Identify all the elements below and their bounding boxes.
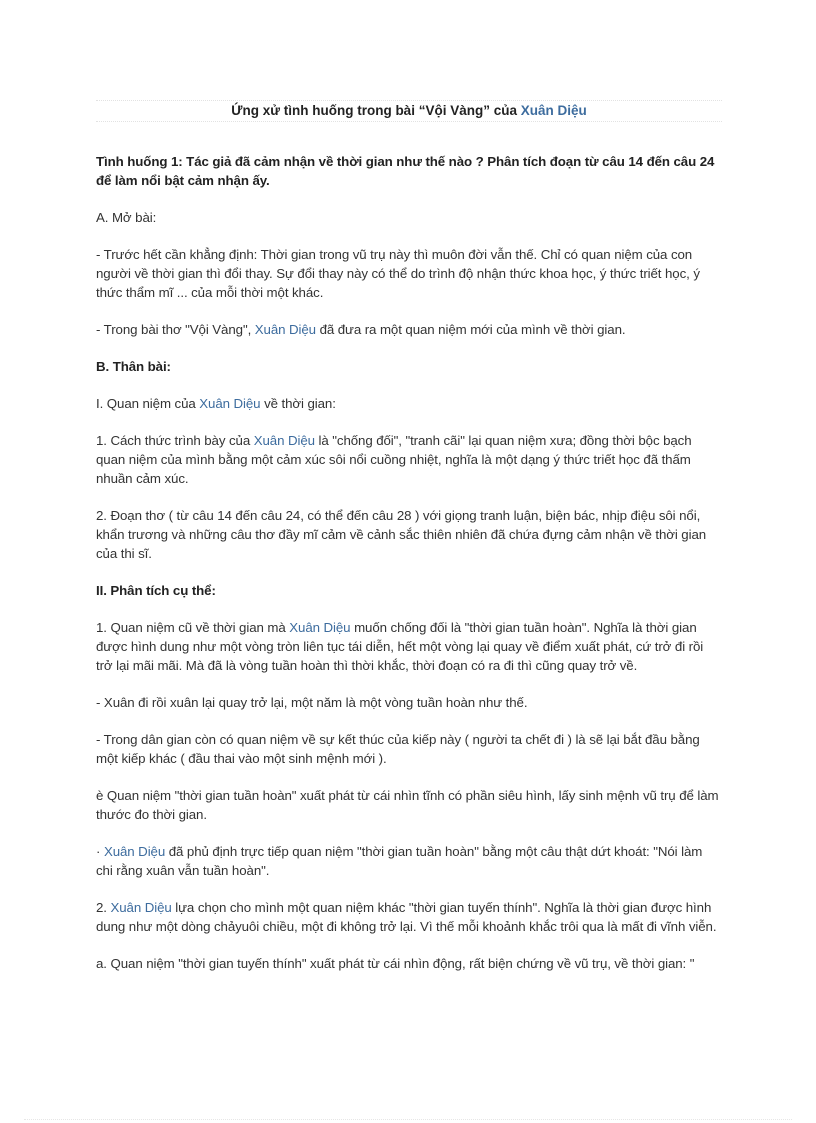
- paragraph-text: đã phủ định trực tiếp quan niệm "thời gian tuần hoàn" bằng một câu thật dứt khoát: "Nói làm chi rằng xuân vẫn tuần hoàn".: [96, 844, 703, 878]
- paragraph-tinh-huong-1: [96, 152, 722, 190]
- paragraph-text: 2.: [96, 900, 111, 915]
- paragraph-a-mo-bai: [96, 208, 722, 227]
- paragraph-i-quan-niem: [96, 394, 722, 413]
- author-link[interactable]: Xuân Diệu: [253, 433, 315, 448]
- paragraph-text: è Quan niệm "thời gian tuần hoàn" xuất phát từ cái nhìn tĩnh có phần siêu hình, lấy sinh mệnh vũ trụ để làm thước đo thời gian.: [96, 788, 719, 822]
- page-bottom-divider: [24, 1119, 792, 1120]
- document-title: [96, 100, 722, 122]
- document-body: [96, 152, 722, 991]
- paragraph-ii-xuan: [96, 693, 722, 712]
- title-text: Ứng xử tình huống trong bài “Vội Vàng” của: [231, 103, 521, 118]
- author-link[interactable]: Xuân Diệu: [199, 396, 261, 411]
- paragraph-i-1: [96, 431, 722, 488]
- paragraph-ii-dan-gian: [96, 730, 722, 768]
- paragraph-ii-1: [96, 618, 722, 675]
- author-link[interactable]: Xuân Diệu: [103, 844, 166, 859]
- paragraph-ii-2: [96, 898, 722, 936]
- author-link[interactable]: Xuân Diệu: [254, 322, 316, 337]
- paragraph-i-2: [96, 506, 722, 563]
- author-link[interactable]: Xuân Diệu: [289, 620, 351, 635]
- paragraph-text: B. Thân bài:: [96, 359, 171, 374]
- paragraph-mo-bai-1: [96, 245, 722, 302]
- paragraph-text: - Trước hết cần khẳng định: Thời gian trong vũ trụ này thì muôn đời vẫn thế. Chỉ có quan niệm của con người về thời gian thì đổi thay. Sự đổi thay này có thể do trình độ nhận thức khoa học, ý thức triết học, ý thức thẩm mĩ ... của mỗi thời một khác.: [96, 247, 700, 300]
- paragraph-text: là "chống đối", "tranh cãi" lại quan niệm xưa; đồng thời bộc bạch quan niệm của mình bằng một cảm xúc sôi nổi cuồng nhiệt, nghĩa là một dạng ý thức triết học đã thấm nhuần cảm xúc.: [96, 433, 692, 486]
- paragraph-text: về thời gian:: [260, 396, 336, 411]
- paragraph-text: muốn chống đối là "thời gian tuần hoàn". Nghĩa là thời gian được hình dung như một vòng tròn liên tục tái diễn, hết một vòng lại quay về điểm xuất phát, cứ trở đi rồi trở lại mãi mãi. Mà đã là vòng tuần hoàn thì thời khắc, thời đoạn có ra đi thì cũng quay trở về.: [96, 620, 704, 673]
- paragraph-text: II. Phân tích cụ thể:: [96, 583, 216, 598]
- paragraph-text: Tình huống 1: Tác giả đã cảm nhận về thời gian như thế nào ? Phân tích đoạn từ câu 14 đến câu 24 để làm nổi bật cảm nhận ấy.: [96, 154, 715, 188]
- paragraph-ii-phu-dinh: [96, 842, 722, 880]
- paragraph-text: A. Mở bài:: [96, 210, 157, 225]
- author-link[interactable]: Xuân Diệu: [110, 900, 172, 915]
- author-link[interactable]: Xuân Diệu: [520, 103, 587, 118]
- paragraph-mo-bai-2: [96, 320, 722, 339]
- paragraph-text: I. Quan niệm của: [96, 396, 200, 411]
- paragraph-text: ·: [96, 844, 104, 859]
- paragraph-text: 1. Cách thức trình bày của: [96, 433, 254, 448]
- paragraph-text: - Xuân đi rồi xuân lại quay trở lại, một năm là một vòng tuần hoàn như thế.: [96, 695, 528, 710]
- paragraph-text: - Trong bài thơ "Vội Vàng",: [96, 322, 255, 337]
- paragraph-ii-tinh: [96, 786, 722, 824]
- paragraph-text: lựa chọn cho mình một quan niệm khác "thời gian tuyến thính". Nghĩa là thời gian được hình dung như một dòng chảyuôi chiều, một đi không trở lại. Vì thế mỗi khoảnh khắc trôi qua là mất đi vĩnh viễn.: [96, 900, 717, 934]
- paragraph-b-than-bai: [96, 357, 722, 376]
- paragraph-text: - Trong dân gian còn có quan niệm về sự kết thúc của kiếp này ( người ta chết đi ) là sẽ lại bắt đầu bằng một kiếp khác ( đầu thai vào một sinh mệnh mới ).: [96, 732, 700, 766]
- paragraph-text: 2. Đoạn thơ ( từ câu 14 đến câu 24, có thể đến câu 28 ) với giọng tranh luận, biện bác, nhịp điệu sôi nổi, khẩn trương và những câu thơ đầy mĩ cảm về cảnh sắc thiên nhiên đã chứa đựng cảm nhận về thời gian của thi sĩ.: [96, 508, 707, 561]
- paragraph-text: 1. Quan niệm cũ về thời gian mà: [96, 620, 290, 635]
- paragraph-ii-phan-tich: [96, 581, 722, 600]
- paragraph-ii-2a: [96, 954, 722, 973]
- paragraph-text: đã đưa ra một quan niệm mới của mình về thời gian.: [315, 322, 626, 337]
- paragraph-text: a. Quan niệm "thời gian tuyến thính" xuất phát từ cái nhìn động, rất biện chứng về vũ trụ, về thời gian: ": [96, 956, 695, 971]
